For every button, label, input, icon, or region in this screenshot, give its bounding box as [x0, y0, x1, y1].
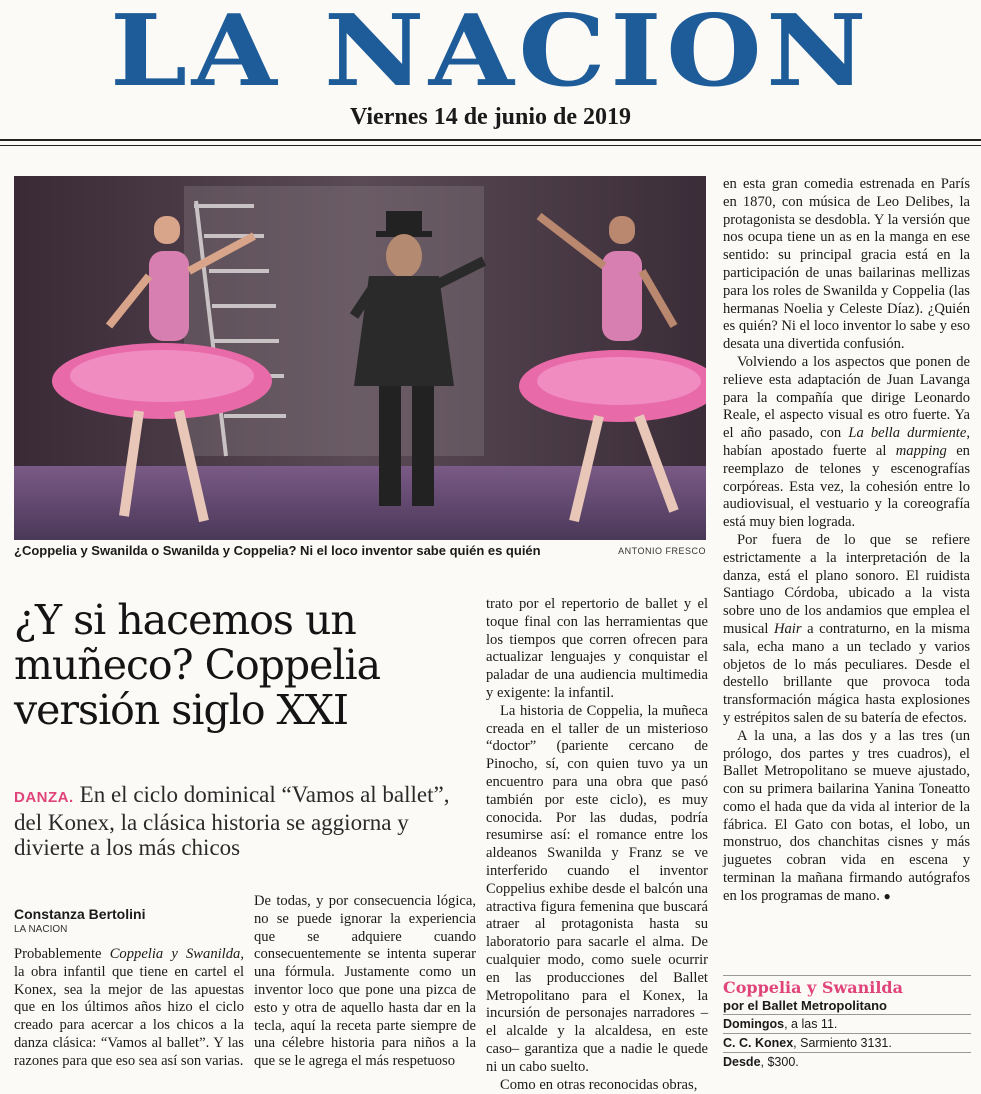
- end-mark: ●: [883, 888, 891, 903]
- article-paragraph: Por fuera de lo que se refiere estrictamente a la interpretación de la danza, está el plano sonoro. El ruidista Santiago Córdoba, ubicado a la vista sobre uno de los andamios que emplea el musical Hair a contraturno, en la misma sala, echa mano a un teclado y varios objetos de lo más peculiares. Desde el destello brillante que provoca toda transformación mágica hasta explosiones y estrépitos salen de su batería de efectos.: [723, 531, 970, 726]
- article-paragraph-continued: De todas, y por consecuencia lógica, no se puede ignorar la experiencia que se adquiere cuando consecuentemente se intenta superar una fórmula. Justamente como un inventor loco que pone una pizca de esto y otra de aquello hasta dar en la tecla, aquí la receta parte siempre de una célebre historia para niños a la que se le agrega el más respetuoso: [254, 893, 476, 1070]
- article-column-1: [14, 946, 244, 1071]
- masthead: [0, 0, 981, 150]
- article-paragraph: La historia de Coppelia, la muñeca creada en el taller de un misterioso “doctor” (pariente cercano de Pinocho, sí, con quien tuvo ya un encuentro para una obra que pasó también por este ciclo), es muy conocida. Por las dudas, podría resumirse así: el romance entre los aldeanos Swanilda y Franz se ve interferido cuando el inventor Coppelius exhibe desde el balcón una atractiva figura femenina que buscará atraer al protagonista hasta su laboratorio para sacarle el alma. De cualquier modo, como suele ocurrir en las producciones del Ballet Metropolitano para el Konex, la incursión de personajes narradores –el alcalde y la alcaldesa, en este caso– garantiza que a nadie le quede ni un cabo suelto.: [486, 702, 708, 1075]
- info-venue: C. C. Konex, Sarmiento 3131.: [723, 1033, 971, 1052]
- show-title: Coppelia y Swanilda: [723, 978, 903, 997]
- author-name: Constanza Bertolini: [14, 906, 146, 922]
- masthead-divider-thin: [0, 145, 981, 146]
- newspaper-logo: LA NACION: [109, 0, 872, 109]
- show-company: por el Ballet Metropolitano: [723, 998, 887, 1013]
- article-column-4: [723, 176, 970, 906]
- byline: [14, 906, 244, 937]
- ballet-stage-illustration: [14, 176, 706, 540]
- photo-caption: ¿Coppelia y Swanilda o Swanilda y Coppelia? Ni el loco inventor sabe quién es quién: [14, 543, 541, 558]
- article-paragraph-continued: trato por el repertorio de ballet y el toque final con las herramientas que los tiempos que corren ofrecen para actualizar lenguajes y conquistar el paladar de una audiencia multimedia y exigente: la infantil.: [486, 596, 708, 701]
- article-photo: [14, 176, 706, 540]
- article-paragraph: Como en otras reconocidas obras,: [500, 1076, 698, 1093]
- section-kicker: DANZA.: [14, 789, 74, 806]
- article-headline: ¿Y si hacemos un muñeco? Coppelia versión siglo XXI: [14, 596, 381, 734]
- masthead-divider: [0, 139, 981, 141]
- article-column-3: [486, 596, 708, 1094]
- author-outlet: LA NACION: [14, 924, 68, 935]
- deck-text: En el ciclo dominical “Vamos al ballet”, del Konex, la clásica historia se aggiorna y divierte a los más chicos: [14, 782, 450, 860]
- article-paragraph: A la una, a las dos y a las tres (un prólogo, dos partes y tres cuadros), el Ballet Metropolitano se mueve ajustado, con su primera bailarina Yanina Toneatto como el hada que da vida al interior de la fábrica. El Gato con botas, el lobo, un monstruo, dos chanchitas cisnes y más juguetes cobran vida en escena y terminan la mañana firmando autógrafos en los programas de mano. ●: [723, 727, 970, 904]
- info-schedule: Domingos, a las 11.: [723, 1014, 971, 1033]
- photo-credit: ANTONIO FRESCO: [618, 546, 706, 556]
- event-info-box: [723, 975, 971, 1071]
- info-price: Desde, $300.: [723, 1052, 971, 1071]
- article-paragraph-continued: en esta gran comedia estrenada en París en 1870, con música de Leo Delibes, la protagonista se desdobla. Y la versión que nos ocupa tiene un as en la manga en ese sentido: su principal gracia está en la participación de unas bailarinas mellizas para los roles de Swanilda y Coppelia (las hermanas Noelia y Celeste Díaz). ¿Quién es quién? Ni el loco inventor lo sabe y eso desata una divertida confusión.: [723, 176, 970, 353]
- article-paragraph: Volviendo a los aspectos que ponen de relieve esta adaptación de Juan Lavanga para la compañía que dirige Leonardo Reale, el aspecto visual es otro fuerte. Ya el año pasado, con La bella durmiente, habían apostado fuerte al mapping en reemplazo de telones y escenografías corpóreas. Esta vez, la cohesión entre lo audiovisual, el vestuario y la coreografía está muy bien lograda.: [723, 353, 970, 531]
- article-column-2: [254, 893, 476, 1071]
- article-paragraph: Probablemente Coppelia y Swanilda, la obra infantil que tiene en cartel el Konex, sea la mejor de las apuestas que en los últimos años hizo el ciclo creado para acercar a los chicos a la danza clásica: “Vamos al ballet”. Y las razones para que eso sea así son varias.: [14, 946, 244, 1069]
- article-deck: [14, 782, 476, 860]
- edition-date: Viernes 14 de junio de 2019: [349, 104, 632, 130]
